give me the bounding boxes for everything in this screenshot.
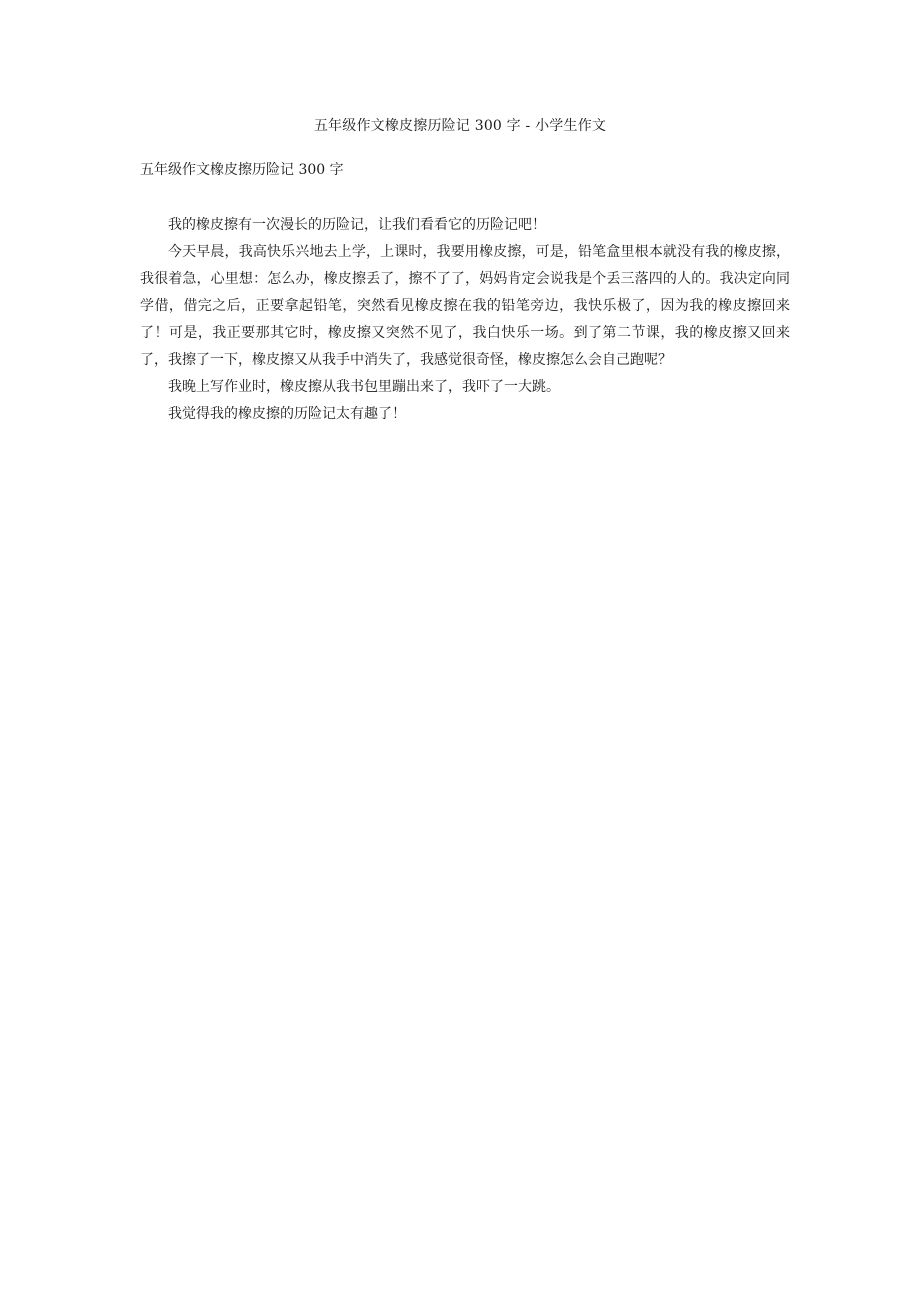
paragraph: 我的橡皮擦有一次漫长的历险记，让我们看看它的历险记吧！: [168, 217, 546, 233]
paragraph: 我晚上写作业时，橡皮擦从我书包里蹦出来了，我吓了一大跳。: [168, 379, 560, 395]
article-body: [140, 212, 790, 428]
paragraph: 我觉得我的橡皮擦的历险记太有趣了！: [168, 406, 406, 422]
page-title: 五年级作文橡皮擦历险记 300 字 - 小学生作文: [313, 118, 607, 134]
article-title: 五年级作文橡皮擦历险记 300 字: [140, 162, 344, 178]
paragraph: 今天早晨，我高快乐兴地去上学，上课时，我要用橡皮擦，可是，铅笔盒里根本就没有我的橡皮擦，我很着急，心里想：怎么办，橡皮擦丢了，擦不了了，妈妈肯定会说我是个丢三落四的人的。我决定向同学借，借完之后，正要拿起铅笔，突然看见橡皮擦在我的铅笔旁边，我快乐极了，因为我的橡皮擦回来了！可是，我正要那其它时，橡皮擦又突然不见了，我白快乐一场。到了第二节课，我的橡皮擦又回来了，我擦了一下，橡皮擦又从我手中消失了，我感觉很奇怪，橡皮擦怎么会自己跑呢？: [140, 244, 790, 368]
